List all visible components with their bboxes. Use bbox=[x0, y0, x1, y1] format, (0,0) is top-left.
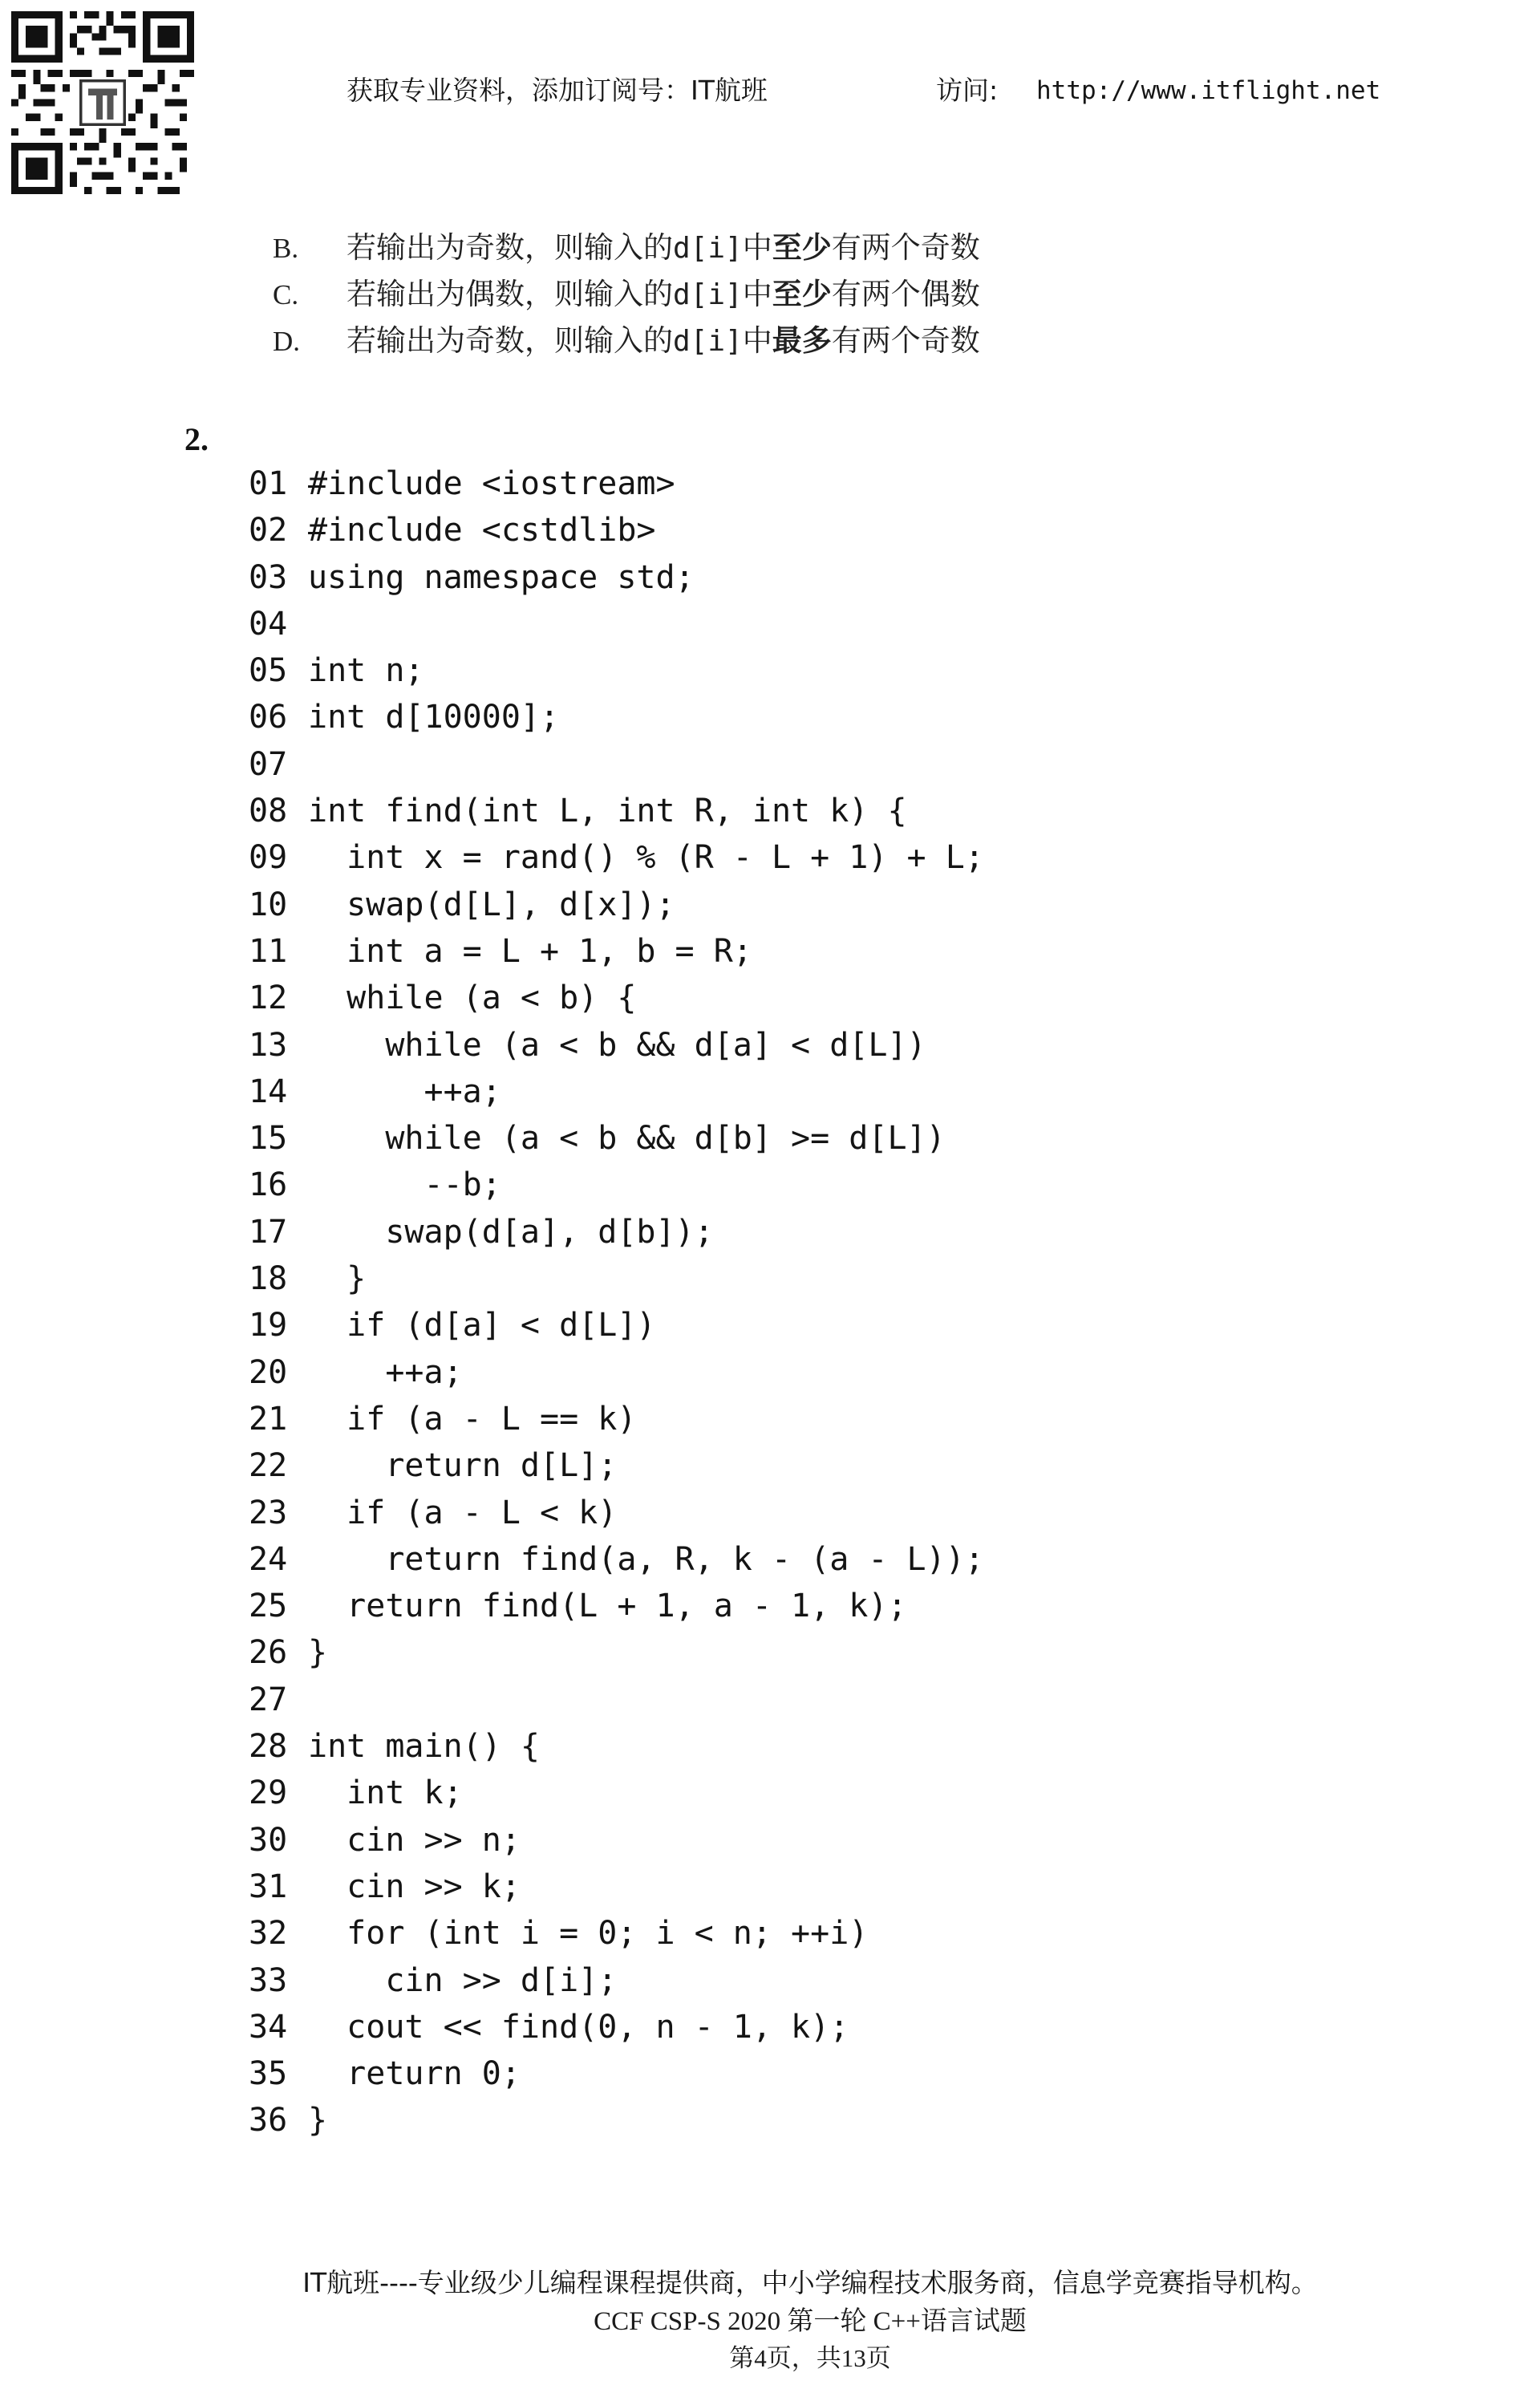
line-code: #include <iostream> bbox=[308, 465, 675, 502]
option-text-pre: 若输出为奇数，则输入的 bbox=[346, 323, 673, 358]
code-line bbox=[249, 1583, 1452, 1629]
line-code: if (d[a] < d[L]) bbox=[308, 1307, 656, 1344]
code-line bbox=[249, 741, 1452, 788]
option-text-mid: 中 bbox=[742, 323, 772, 358]
line-number: 28 bbox=[249, 1728, 288, 1766]
code-line bbox=[249, 1302, 1452, 1349]
line-code: while (a < b && d[a] < d[L]) bbox=[308, 1026, 926, 1064]
line-code: cin >> k; bbox=[308, 1868, 521, 1905]
option-emphasis: 最多 bbox=[772, 323, 832, 358]
option-letter: B. bbox=[273, 233, 299, 264]
line-number: 22 bbox=[249, 1447, 288, 1485]
code-line bbox=[249, 601, 1452, 647]
answer-options bbox=[273, 225, 1476, 364]
line-number: 04 bbox=[249, 605, 288, 643]
line-code: int d[10000]; bbox=[308, 699, 560, 736]
line-code: } bbox=[308, 1634, 328, 1672]
question-number: 2. bbox=[184, 421, 209, 457]
code-line bbox=[249, 975, 1452, 1021]
line-number: 24 bbox=[249, 1540, 288, 1578]
footer-exam-title: CCF CSP-S 2020 第一轮 C++语言试题 bbox=[594, 2307, 1027, 2336]
line-number: 32 bbox=[249, 1915, 288, 1953]
line-number: 06 bbox=[249, 699, 288, 736]
line-code: int x = rand() % (R - L + 1) + L; bbox=[308, 839, 984, 877]
option-text-mid: 中 bbox=[742, 277, 772, 311]
line-number: 35 bbox=[249, 2055, 288, 2093]
code-line bbox=[249, 1162, 1452, 1208]
code-line bbox=[249, 1209, 1452, 1255]
code-line bbox=[249, 1442, 1452, 1489]
code-line bbox=[249, 1349, 1452, 1396]
line-code: int k; bbox=[308, 1774, 463, 1812]
option-text-post: 有两个奇数 bbox=[831, 230, 980, 265]
option-text-pre: 若输出为偶数，则输入的 bbox=[346, 277, 673, 311]
line-number: 13 bbox=[249, 1026, 288, 1064]
option-d bbox=[273, 318, 1476, 364]
code-line bbox=[249, 788, 1452, 834]
line-number: 20 bbox=[249, 1353, 288, 1391]
code-line bbox=[249, 1255, 1452, 1302]
line-code: int main() { bbox=[308, 1728, 540, 1766]
line-number: 26 bbox=[249, 1634, 288, 1672]
code-line bbox=[249, 1910, 1452, 1957]
code-line bbox=[249, 2004, 1452, 2050]
website-link[interactable]: http://www.itflight.net bbox=[1036, 76, 1381, 105]
line-code: return find(a, R, k - (a - L)); bbox=[308, 1540, 984, 1578]
option-code: d[i] bbox=[673, 232, 743, 265]
code-line bbox=[249, 2050, 1452, 2097]
line-code: --b; bbox=[308, 1166, 501, 1204]
line-number: 09 bbox=[249, 839, 288, 877]
line-code: return find(L + 1, a - 1, k); bbox=[308, 1588, 907, 1625]
line-number: 12 bbox=[249, 979, 288, 1017]
code-line bbox=[249, 554, 1452, 601]
line-code: ++a; bbox=[308, 1073, 501, 1110]
code-line bbox=[249, 647, 1452, 694]
line-code: while (a < b && d[b] >= d[L]) bbox=[308, 1120, 946, 1158]
option-text-mid: 中 bbox=[742, 230, 772, 265]
code-line bbox=[249, 1957, 1452, 2004]
line-number: 03 bbox=[249, 558, 288, 596]
line-code: int find(int L, int R, int k) { bbox=[308, 793, 907, 830]
header-bar bbox=[346, 71, 1492, 111]
line-number: 25 bbox=[249, 1588, 288, 1625]
code-line bbox=[249, 1022, 1452, 1069]
code-line bbox=[249, 1770, 1452, 1816]
code-line bbox=[249, 507, 1452, 554]
line-number: 10 bbox=[249, 886, 288, 923]
line-number: 16 bbox=[249, 1166, 288, 1204]
line-code: cout << find(0, n - 1, k); bbox=[308, 2008, 849, 2046]
line-number: 27 bbox=[249, 1681, 288, 1718]
code-listing bbox=[249, 460, 1452, 2144]
option-emphasis: 至少 bbox=[772, 277, 832, 311]
line-number: 33 bbox=[249, 1961, 288, 1999]
line-number: 08 bbox=[249, 793, 288, 830]
line-code: while (a < b) { bbox=[308, 979, 637, 1017]
line-number: 21 bbox=[249, 1400, 288, 1438]
line-code: } bbox=[308, 1260, 367, 1298]
line-number: 07 bbox=[249, 745, 288, 783]
code-line bbox=[249, 1864, 1452, 1910]
code-line bbox=[249, 1396, 1452, 1442]
line-number: 19 bbox=[249, 1307, 288, 1344]
line-number: 17 bbox=[249, 1213, 288, 1251]
line-code: if (a - L == k) bbox=[308, 1400, 637, 1438]
footer-slogan: IT航班----专业级少儿编程课程提供商，中小学编程技术服务商，信息学竞赛指导机构。 bbox=[302, 2267, 1318, 2298]
code-line bbox=[249, 2097, 1452, 2143]
line-number: 29 bbox=[249, 1774, 288, 1812]
code-line bbox=[249, 1629, 1452, 1676]
option-c bbox=[273, 271, 1476, 318]
code-line bbox=[249, 1536, 1452, 1583]
line-code: if (a - L < k) bbox=[308, 1494, 618, 1531]
option-text-post: 有两个偶数 bbox=[831, 277, 980, 311]
code-line bbox=[249, 460, 1452, 507]
line-number: 01 bbox=[249, 465, 288, 502]
line-code: swap(d[a], d[b]); bbox=[308, 1213, 714, 1251]
line-number: 34 bbox=[249, 2008, 288, 2046]
code-line bbox=[249, 928, 1452, 975]
line-code: int a = L + 1, b = R; bbox=[308, 932, 752, 970]
line-code: return d[L]; bbox=[308, 1447, 618, 1485]
option-letter: C. bbox=[273, 279, 299, 310]
code-line bbox=[249, 834, 1452, 881]
line-number: 23 bbox=[249, 1494, 288, 1531]
line-code: using namespace std; bbox=[308, 558, 695, 596]
line-number: 15 bbox=[249, 1120, 288, 1158]
code-line bbox=[249, 1490, 1452, 1536]
line-code: swap(d[L], d[x]); bbox=[308, 886, 675, 923]
line-number: 31 bbox=[249, 1868, 288, 1905]
subscribe-text: 获取专业资料，添加订阅号：IT航班 bbox=[346, 75, 768, 106]
option-text-post: 有两个奇数 bbox=[831, 323, 980, 358]
option-b bbox=[273, 225, 1476, 271]
code-line bbox=[249, 1115, 1452, 1162]
qr-code-icon bbox=[11, 11, 194, 194]
line-number: 18 bbox=[249, 1260, 288, 1298]
line-code: for (int i = 0; i < n; ++i) bbox=[308, 1915, 869, 1953]
line-code: #include <cstdlib> bbox=[308, 512, 656, 550]
line-number: 36 bbox=[249, 2102, 288, 2139]
footer-page-info: 第4页，共13页 bbox=[729, 2344, 891, 2372]
option-emphasis: 至少 bbox=[772, 230, 832, 265]
line-number: 14 bbox=[249, 1073, 288, 1110]
line-code: int n; bbox=[308, 652, 424, 690]
visit-label: 访问: bbox=[936, 75, 999, 106]
code-line bbox=[249, 694, 1452, 740]
line-code: cin >> d[i]; bbox=[308, 1961, 618, 1999]
option-code: d[i] bbox=[673, 325, 743, 358]
line-number: 05 bbox=[249, 652, 288, 690]
option-letter: D. bbox=[273, 326, 301, 357]
option-text-pre: 若输出为奇数，则输入的 bbox=[346, 230, 673, 265]
line-number: 02 bbox=[249, 512, 288, 550]
line-code: ++a; bbox=[308, 1353, 463, 1391]
code-line bbox=[249, 1677, 1452, 1723]
option-code: d[i] bbox=[673, 278, 743, 311]
line-number: 30 bbox=[249, 1821, 288, 1859]
code-line bbox=[249, 1817, 1452, 1864]
code-line bbox=[249, 1723, 1452, 1770]
line-number: 11 bbox=[249, 932, 288, 970]
code-line bbox=[249, 882, 1452, 928]
line-code: return 0; bbox=[308, 2055, 521, 2093]
line-code: cin >> n; bbox=[308, 1821, 521, 1859]
code-line bbox=[249, 1069, 1452, 1115]
line-code: } bbox=[308, 2102, 328, 2139]
